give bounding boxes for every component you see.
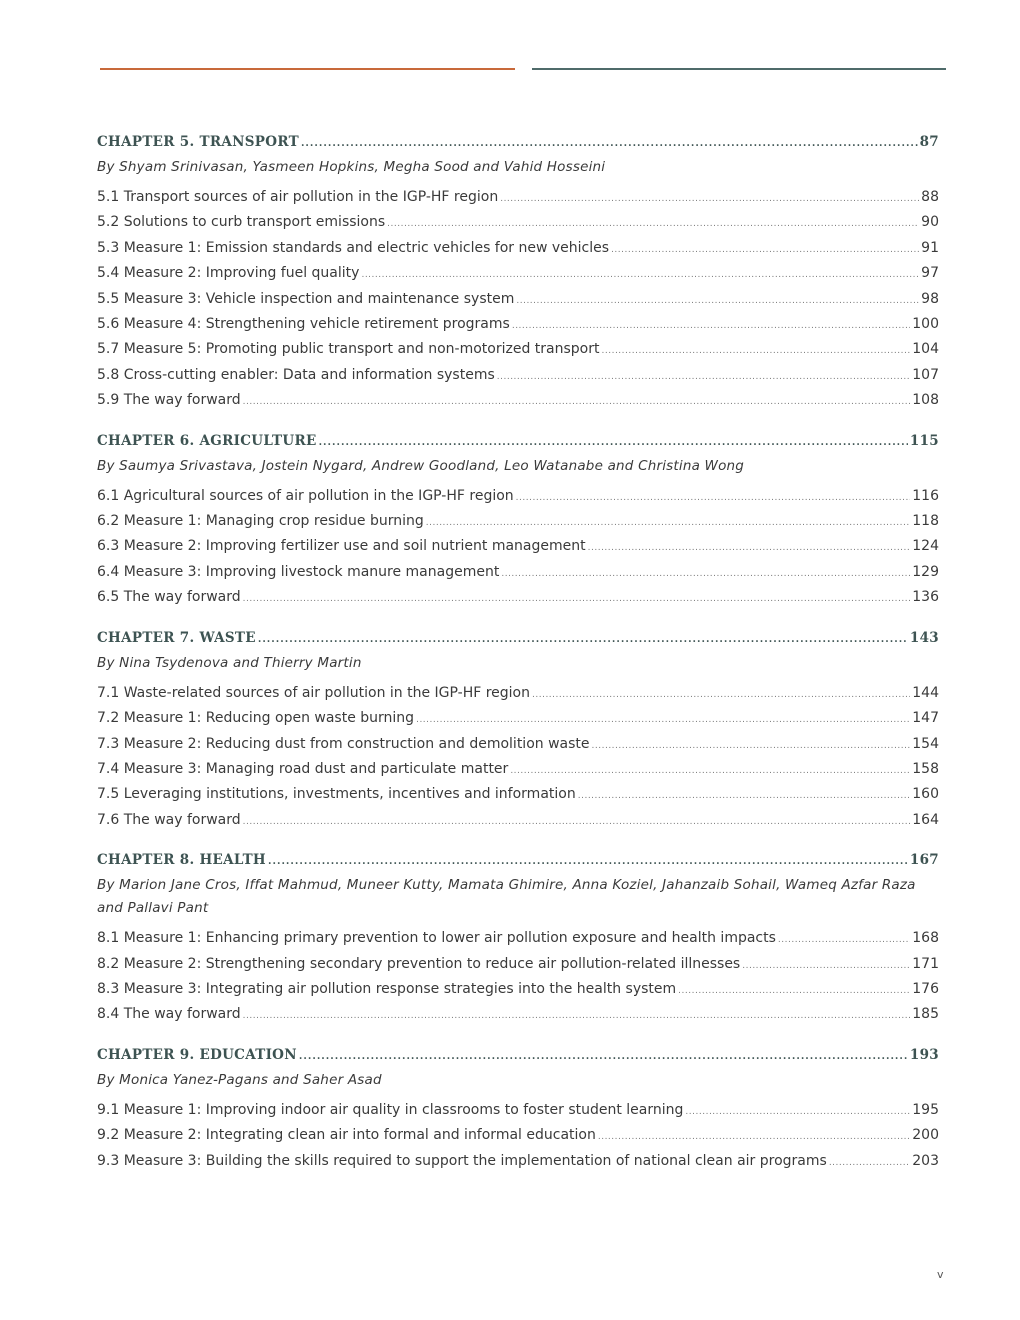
- dot-leader: [243, 588, 911, 611]
- chapter-authors: By Saumya Srivastava, Jostein Nygard, Andrew Goodland, Leo Watanabe and Christina Wong: [97, 457, 745, 474]
- toc-entry[interactable]: [97, 237, 939, 262]
- dot-leader: [301, 132, 918, 156]
- dot-leader: [243, 811, 911, 834]
- toc-entry-page: 147: [912, 710, 939, 727]
- toc-entry[interactable]: [97, 953, 939, 978]
- toc-entry-label: 9.1 Measure 1: Improving indoor air quality in classrooms to foster student learning: [97, 1101, 684, 1118]
- dot-leader: [829, 1152, 910, 1175]
- dot-leader: [532, 684, 910, 707]
- toc-entry[interactable]: [97, 1150, 939, 1175]
- toc-entry-page: 98: [921, 290, 939, 307]
- toc-entry[interactable]: [97, 758, 939, 783]
- toc-entry-page: 185: [912, 1006, 939, 1023]
- dot-leader: [426, 512, 911, 535]
- toc-entry-label: 5.7 Measure 5: Promoting public transport and non-motorized transport: [97, 341, 600, 358]
- toc-entry-label: 6.5 The way forward: [97, 589, 241, 606]
- chapter-title: CHAPTER 6. AGRICULTURE: [97, 432, 317, 449]
- header-rule-teal: [532, 68, 946, 70]
- table-of-contents: [97, 130, 939, 1189]
- dot-leader: [778, 929, 910, 952]
- toc-entry-label: 9.2 Measure 2: Integrating clean air into formal and informal education: [97, 1127, 596, 1144]
- toc-entry-label: 5.1 Transport sources of air pollution in the IGP-HF region: [97, 189, 499, 205]
- dot-leader: [243, 391, 911, 414]
- toc-entry[interactable]: [97, 510, 939, 535]
- chapter-heading[interactable]: [97, 626, 939, 652]
- chapter-heading[interactable]: [97, 1043, 939, 1069]
- chapter-heading[interactable]: [97, 130, 939, 156]
- toc-entry-label: 8.3 Measure 3: Integrating air pollution response strategies into the health system: [97, 980, 677, 997]
- toc-entry-page: 136: [912, 589, 939, 606]
- toc-entry-label: 5.6 Measure 4: Strengthening vehicle retirement programs: [97, 316, 510, 333]
- toc-entry[interactable]: [97, 485, 939, 510]
- dot-leader: [510, 760, 910, 783]
- dot-leader: [258, 628, 908, 652]
- toc-entry-page: 88: [921, 189, 939, 205]
- toc-entry-label: 7.1 Waste-related sources of air pollution in the IGP-HF region: [97, 684, 530, 701]
- chapter-page: 193: [909, 1046, 939, 1063]
- toc-entry-label: 9.3 Measure 3: Building the skills required to support the implementation of national clean air programs: [97, 1152, 827, 1169]
- toc-entry[interactable]: [97, 707, 939, 732]
- chapter-5: [97, 130, 939, 415]
- chapter-authors: By Nina Tsydenova and Thierry Martin: [97, 654, 362, 671]
- toc-entry-label: 5.9 The way forward: [97, 392, 241, 409]
- toc-entry-page: 176: [912, 980, 939, 997]
- toc-entry[interactable]: [97, 211, 939, 236]
- dot-leader: [578, 785, 911, 808]
- toc-entry[interactable]: [97, 809, 939, 834]
- toc-entry-label: 7.5 Leveraging institutions, investments, incentives and information: [97, 786, 576, 803]
- toc-entry-page: 195: [912, 1101, 939, 1118]
- chapter-title: CHAPTER 8. HEALTH: [97, 852, 266, 869]
- toc-entry-label: 8.1 Measure 1: Enhancing primary prevention to lower air pollution exposure and health impacts: [97, 930, 776, 947]
- toc-entry-label: 6.3 Measure 2: Improving fertilizer use and soil nutrient management: [97, 538, 586, 555]
- chapter-title: CHAPTER 5. TRANSPORT: [97, 134, 299, 150]
- toc-entry[interactable]: [97, 535, 939, 560]
- toc-entry-page: 168: [912, 930, 939, 947]
- toc-entry[interactable]: [97, 1003, 939, 1028]
- chapter-9: [97, 1043, 939, 1175]
- dot-leader: [361, 264, 919, 287]
- chapter-page: 115: [909, 432, 939, 449]
- dot-leader: [516, 487, 911, 510]
- toc-entry[interactable]: [97, 561, 939, 586]
- toc-entry-label: 7.6 The way forward: [97, 811, 241, 828]
- dot-leader: [319, 431, 908, 455]
- dot-leader: [387, 213, 919, 236]
- toc-entry-page: 108: [912, 392, 939, 409]
- toc-entry[interactable]: [97, 338, 939, 363]
- toc-entry[interactable]: [97, 1124, 939, 1149]
- toc-entry-label: 8.4 The way forward: [97, 1006, 241, 1023]
- toc-entry[interactable]: [97, 262, 939, 287]
- toc-entry-page: 158: [912, 760, 939, 777]
- toc-entry[interactable]: [97, 978, 939, 1003]
- chapter-page: 87: [919, 134, 939, 150]
- toc-entry-page: 144: [912, 684, 939, 701]
- toc-entry-page: 129: [912, 563, 939, 580]
- toc-entry[interactable]: [97, 313, 939, 338]
- toc-entry-page: 100: [912, 316, 939, 333]
- toc-entry[interactable]: [97, 364, 939, 389]
- toc-entry[interactable]: [97, 927, 939, 952]
- toc-entry-page: 118: [912, 513, 939, 530]
- chapter-page: 143: [909, 629, 939, 646]
- toc-entry-page: 104: [912, 341, 939, 358]
- toc-entry[interactable]: [97, 682, 939, 707]
- toc-entry-label: 5.4 Measure 2: Improving fuel quality: [97, 265, 360, 282]
- dot-leader: [497, 366, 911, 389]
- dot-leader: [512, 315, 910, 338]
- chapter-title: CHAPTER 7. WASTE: [97, 629, 256, 646]
- toc-entry-page: 90: [921, 214, 939, 231]
- toc-entry[interactable]: [97, 1099, 939, 1124]
- toc-entry-label: 5.5 Measure 3: Vehicle inspection and maintenance system: [97, 290, 515, 307]
- header-rule-orange: [100, 68, 515, 70]
- toc-entry-page: 203: [912, 1152, 939, 1169]
- chapter-8: [97, 848, 939, 1029]
- chapter-page: 167: [909, 852, 939, 869]
- dot-leader: [516, 290, 919, 313]
- chapter-authors: By Shyam Srinivasan, Yasmeen Hopkins, Megha Sood and Vahid Hosseini: [97, 159, 606, 175]
- dot-leader: [592, 735, 911, 758]
- toc-entry-label: 7.3 Measure 2: Reducing dust from construction and demolition waste: [97, 735, 590, 752]
- dot-leader: [678, 980, 910, 1003]
- toc-entry-page: 116: [912, 487, 939, 504]
- dot-leader: [243, 1005, 911, 1028]
- dot-leader: [685, 1101, 910, 1124]
- toc-entry-label: 6.4 Measure 3: Improving livestock manure management: [97, 563, 500, 580]
- page-number: v: [937, 1268, 944, 1281]
- dot-leader: [299, 1045, 908, 1069]
- dot-leader: [500, 188, 919, 211]
- toc-entry-label: 8.2 Measure 2: Strengthening secondary prevention to reduce air pollution-related illnesses: [97, 955, 741, 972]
- chapter-6: [97, 429, 939, 612]
- chapter-authors: By Marion Jane Cros, Iffat Mahmud, Muneer Kutty, Mamata Ghimire, Anna Koziel, Jahanzaib Sohail, Wameq Azfar Raza and Pallavi Pant: [97, 877, 916, 917]
- toc-entry[interactable]: [97, 783, 939, 808]
- toc-entry-page: 160: [912, 786, 939, 803]
- toc-entry-label: 7.4 Measure 3: Managing road dust and particulate matter: [97, 760, 509, 777]
- toc-entry-label: 5.2 Solutions to curb transport emissions: [97, 214, 386, 231]
- toc-entry-page: 164: [912, 811, 939, 828]
- chapter-7: [97, 626, 939, 834]
- toc-entry-page: 97: [921, 265, 939, 282]
- toc-entry[interactable]: [97, 586, 939, 611]
- toc-entry[interactable]: [97, 288, 939, 313]
- toc-entry-label: 7.2 Measure 1: Reducing open waste burning: [97, 710, 415, 727]
- toc-entry-page: 171: [912, 955, 939, 972]
- toc-entry[interactable]: [97, 186, 939, 211]
- dot-leader: [416, 709, 910, 732]
- toc-entry-page: 107: [912, 366, 939, 383]
- toc-entry[interactable]: [97, 733, 939, 758]
- dot-leader: [501, 563, 910, 586]
- toc-entry[interactable]: [97, 389, 939, 414]
- chapter-heading[interactable]: [97, 429, 939, 455]
- toc-entry-label: 6.1 Agricultural sources of air pollution in the IGP-HF region: [97, 487, 514, 504]
- toc-entry-page: 154: [912, 735, 939, 752]
- dot-leader: [268, 850, 908, 874]
- toc-entry-label: 5.3 Measure 1: Emission standards and electric vehicles for new vehicles: [97, 239, 610, 256]
- dot-leader: [588, 537, 911, 560]
- toc-entry-page: 124: [912, 538, 939, 555]
- chapter-title: CHAPTER 9. EDUCATION: [97, 1046, 297, 1063]
- toc-entry-label: 5.8 Cross-cutting enabler: Data and information systems: [97, 366, 495, 383]
- dot-leader: [742, 955, 910, 978]
- dot-leader: [611, 239, 919, 262]
- chapter-heading[interactable]: [97, 848, 939, 874]
- toc-entry-page: 91: [921, 239, 939, 256]
- toc-entry-label: 6.2 Measure 1: Managing crop residue burning: [97, 513, 424, 530]
- chapter-authors: By Monica Yanez-Pagans and Saher Asad: [97, 1071, 382, 1088]
- dot-leader: [598, 1126, 910, 1149]
- toc-entry-page: 200: [912, 1127, 939, 1144]
- dot-leader: [602, 340, 911, 363]
